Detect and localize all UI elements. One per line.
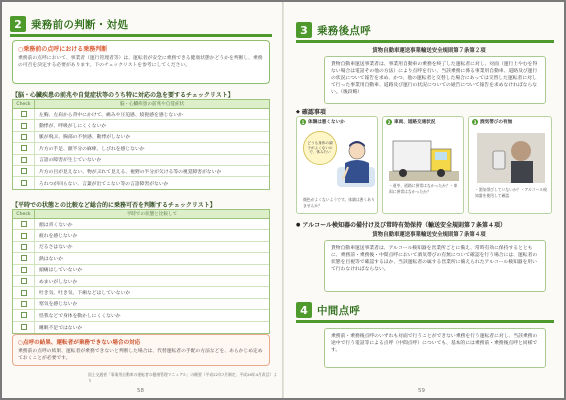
checklist-item: 頭痛はしていないか: [39, 268, 83, 274]
mid-call-text: 乗務前・乗務後点呼のいずれも対面で行うことができない乗務を行う運転者に対し、当該乗務の途中で行う電話等による点呼（中間点呼）についても、基本的には乗務前・乗務後点呼と同様です。: [324, 328, 546, 368]
illustration-text: ・道中、道路に異常はなかったか？・車両に異常はなかったか？: [389, 183, 458, 194]
section-3-header: [296, 22, 371, 38]
number-badge: 2: [387, 119, 391, 125]
checklist-item: 左胸、左肩から背中にかけて、痛みや圧迫感、絞扼感を感じないか: [39, 112, 183, 118]
illustration-caption: [386, 119, 435, 125]
check-cell: [13, 287, 35, 297]
checklist-item: ろれつが回らない、言葉が出てこない等の言語障害がないか: [39, 181, 169, 187]
checklist-row: [13, 109, 269, 120]
checklist-row: [13, 276, 269, 287]
checklist-row: [13, 322, 269, 333]
law-reference-1: 貨物自動車運送事業輸送安全規則第７条第２項: [372, 48, 486, 54]
checklist-item: めまいがしないか: [39, 279, 78, 285]
caption-text: 体調は悪くないか: [308, 120, 345, 125]
alcohol-heading: [296, 220, 558, 229]
illustration-text: ・酒気帯びしていないか？・アルコール検知器を使用して確認: [475, 187, 547, 198]
confirm-heading: [296, 107, 326, 116]
checklist-header: [13, 210, 269, 219]
check-column-header: Check: [13, 210, 35, 218]
checklist-item: 顔は青くないか: [39, 222, 73, 228]
illustration-caption: [300, 119, 345, 125]
checklist-1-title: 【脳・心臓疾患の前兆や自覚症状等のうち特に対応の急を要するチェックリスト】: [12, 92, 234, 99]
intro-text: 乗務前の点呼において、事業者（運行管理者等）は、運転者が安全に乗務できる健康状態かどうかを判断し、乗務の可否を決定する必要があります。下のチェックリストを参考にしてください。: [18, 56, 263, 68]
alcohol-title: アルコール検知器の備付け及び常時有効保持（輸送安全規則第７条第４項）: [302, 222, 507, 229]
illustration-vehicle: [382, 116, 464, 214]
check-cell: [13, 265, 35, 275]
diamond-icon: ◆: [296, 108, 300, 115]
checklist-row: [13, 177, 269, 188]
checklist-item: 寒気を感じないか: [39, 302, 78, 308]
checkbox[interactable]: [21, 233, 27, 239]
checkbox[interactable]: [21, 157, 27, 163]
checklist-row: [13, 132, 269, 143]
checklist-2-title: 【平時での状態との比較など総合的に乗務可否を判断するチェックリスト】: [12, 202, 216, 209]
caption-text: 酒気帯びの有無: [480, 120, 513, 125]
page-number: 58: [137, 388, 144, 394]
checklist-item: 言語の障害が生じていないか: [39, 158, 102, 164]
checkbox[interactable]: [21, 111, 27, 117]
check-cell: [13, 109, 35, 119]
section-4-header: [296, 302, 360, 318]
checkbox[interactable]: [21, 134, 27, 140]
checkbox[interactable]: [21, 255, 27, 261]
check-cell: [13, 253, 35, 263]
check-cell: [13, 242, 35, 252]
check-cell: [13, 299, 35, 309]
booklet-spread: [2, 2, 564, 398]
warning-text: 乗務前の点呼の結果、運転者が乗務できないと判断した場合は、代替運転者の手配の方法などを、あらかじめ定めておくことが必要です。: [18, 349, 263, 361]
checkbox[interactable]: [21, 180, 27, 186]
checklist-2-table: [12, 209, 270, 334]
checklist-row: [13, 287, 269, 298]
illustration-alcohol: [468, 116, 552, 214]
law-text-1: 貨物自動車運送事業者は、事業用自動車の乗務を終了した運転者に対し、対面（運行上やむを得ない場合は電話その他の方法）により点呼を行い、当該乗務に係る事業用自動車、道路及び運行の状況について報告を求め、かつ、他の運転者と交替した場合にあっては交替した運転者に対して行った事業用自動車、道路及び運行の状況についての通告について報告を求めなければならない。（後段略）: [324, 56, 546, 104]
checklist-item: 睡眠不足ではないか: [39, 325, 83, 331]
check-column-header: Check: [13, 100, 35, 108]
page-number: 59: [418, 388, 425, 394]
checklist-row: [13, 253, 269, 264]
check-cell: [13, 143, 35, 153]
checklist-item: だるさはないか: [39, 245, 73, 251]
checklist-row: [13, 242, 269, 253]
checkbox[interactable]: [21, 221, 27, 227]
checklist-item: 動悸が、呼吸がしにくくないか: [39, 124, 107, 130]
checkbox[interactable]: [21, 267, 27, 273]
checklist-item: 怪我などで身体を動かしにくくないか: [39, 313, 121, 319]
item-column-header: 平時での状態と比較して: [126, 212, 178, 217]
checklist-item: 脈が飛ぶ、胸部の不快感、動悸がしないか: [39, 135, 131, 141]
law-reference-2: 貨物自動車運送事業輸送安全規則第７条第４項: [372, 232, 486, 238]
checkbox[interactable]: [21, 168, 27, 174]
truck-icon: [389, 133, 459, 181]
checklist-row: [13, 299, 269, 310]
check-cell: [13, 132, 35, 142]
checkbox[interactable]: [21, 123, 27, 129]
circle-bullet-icon: ●: [296, 221, 301, 228]
checkbox[interactable]: [21, 301, 27, 307]
checklist-item: 熱はないか: [39, 256, 63, 262]
section-title: 乗務前の判断・対処: [31, 18, 129, 31]
checkbox[interactable]: [21, 290, 27, 296]
section-number: 3: [296, 22, 312, 38]
section-2-header: [10, 16, 128, 32]
checklist-row: [13, 310, 269, 321]
checklist-row: [13, 265, 269, 276]
footnote: 国土交通省「事業用自動車の運転者の健康管理マニュアル」の概要（平成22年7月制定、平成26年4月改訂）より: [88, 372, 277, 383]
section-rule: [296, 320, 554, 323]
speech-bubble: どうも身体の調子がよくないので、休みたい: [303, 131, 337, 165]
check-cell: [13, 177, 35, 188]
check-cell: [13, 276, 35, 286]
checklist-1-table: [12, 99, 270, 190]
warning-box: [12, 334, 270, 366]
item-column-header: 脳・心臓疾患の前兆や自覚症状: [119, 102, 185, 107]
checklist-row: [13, 120, 269, 131]
section-number: 4: [296, 302, 312, 318]
checklist-row: [13, 166, 269, 177]
checklist-item: 吐き気、吐き気、下痢などはしていないか: [39, 291, 131, 297]
checklist-header: [13, 100, 269, 109]
law-text-2: 貨物自動車運送事業者は、アルコール検知器を営業所ごとに備え、常時有効に保持するとともに、乗務前・乗務後・中間点呼において酒気帯びの有無について確認を行う場合には、運転者の状態を目視等で確認するほか、当該運転者の属する営業所に備えられたアルコール検知器を用いて行わなければならない。: [324, 240, 546, 292]
checkbox[interactable]: [21, 278, 27, 284]
checkbox[interactable]: [21, 145, 27, 151]
driver-illustration-icon: [335, 137, 377, 193]
check-cell: [13, 230, 35, 240]
check-cell: [13, 310, 35, 320]
checklist-row: [13, 155, 269, 166]
number-badge: 1: [301, 119, 305, 125]
checklist-item: 片方の目が見えない、物がぶれて見える、視野の半分が欠ける等の視覚障害がないか: [39, 169, 222, 175]
checklist-row: [13, 143, 269, 154]
illustration-text: 顔色がよくないようです。体調は悪くありませんか？: [303, 197, 375, 208]
intro-title: ○乗務前の点呼における乗務判断: [18, 46, 108, 53]
checklist-row: [13, 230, 269, 241]
check-cell: [13, 322, 35, 333]
warning-title: ○点呼の結果、運転者が乗務できない場合の対応: [18, 340, 141, 346]
number-badge: 3: [473, 119, 477, 125]
section-title: 乗務後点呼: [317, 24, 371, 37]
checklist-item: 疲れを感じないか: [39, 234, 78, 240]
section-rule: [10, 34, 272, 37]
checkbox[interactable]: [21, 324, 27, 330]
section-title: 中間点呼: [317, 304, 361, 317]
right-page: [283, 2, 564, 398]
left-page: [2, 2, 283, 398]
checkbox[interactable]: [21, 244, 27, 250]
check-cell: [13, 120, 35, 130]
checklist-item: 片方の手足、顔半分の麻痺、しびれを感じないか: [39, 146, 145, 152]
illustration-caption: [472, 119, 512, 125]
checklist-row: [13, 219, 269, 230]
intro-box: [12, 40, 270, 84]
section-number: 2: [10, 16, 26, 32]
checkbox[interactable]: [21, 312, 27, 318]
section-rule: [296, 40, 554, 43]
check-cell: [13, 155, 35, 165]
breathalyzer-photo-icon: [477, 133, 545, 183]
illustration-health: [296, 116, 378, 214]
confirm-title: 確認事項: [301, 109, 326, 116]
check-cell: [13, 166, 35, 176]
caption-text: 車両、道路交通状況: [394, 120, 436, 125]
check-cell: [13, 219, 35, 229]
